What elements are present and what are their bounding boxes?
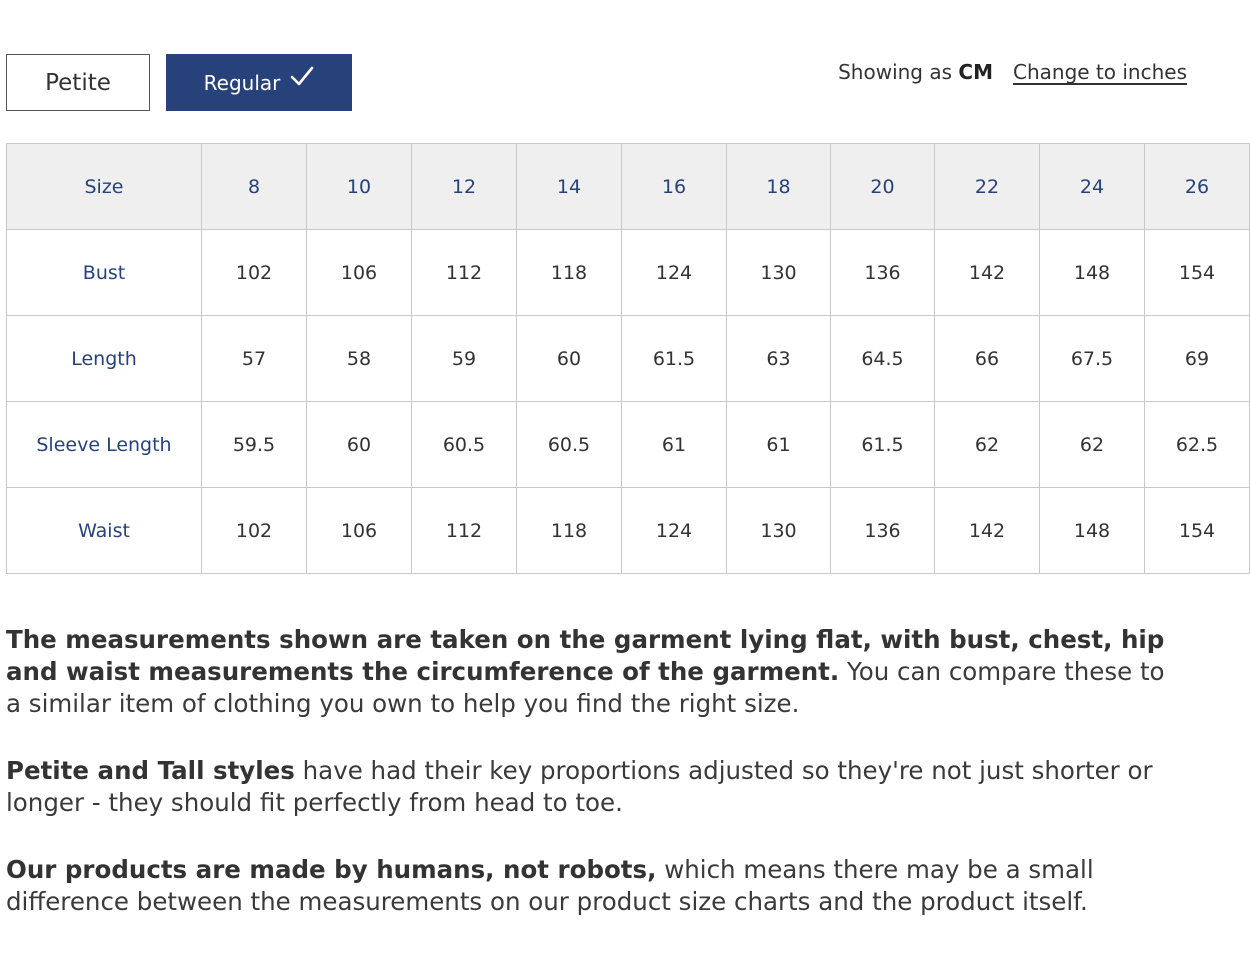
table-cell: 154 xyxy=(1145,230,1250,316)
table-cell: 130 xyxy=(727,230,831,316)
note-measurements-text: You can compare these to a similar item of clothing you own to help you find the right size. xyxy=(6,657,1165,718)
table-cell: 62 xyxy=(935,402,1040,488)
table-cell: 154 xyxy=(1145,488,1250,574)
table-cell: 124 xyxy=(622,230,727,316)
note-petite-tall xyxy=(6,755,1171,819)
table-cell: 60 xyxy=(307,402,412,488)
size-header-label: Size xyxy=(7,144,202,230)
regular-fit-button[interactable] xyxy=(166,54,352,111)
table-cell: 62 xyxy=(1040,402,1145,488)
table-header-row xyxy=(7,144,1250,230)
row-label: Length xyxy=(7,316,202,402)
size-header-cell: 22 xyxy=(935,144,1040,230)
change-to-inches-link[interactable]: Change to inches xyxy=(1013,60,1187,84)
table-cell: 130 xyxy=(727,488,831,574)
table-cell: 61.5 xyxy=(622,316,727,402)
note-made-by-humans-text: which means there may be a small difference between the measurements on our product size charts and the product itself. xyxy=(6,855,1094,916)
note-made-by-humans-bold: Our products are made by humans, not robots, xyxy=(6,855,657,884)
table-cell: 102 xyxy=(202,488,307,574)
table-cell: 118 xyxy=(517,488,622,574)
table-cell: 112 xyxy=(412,488,517,574)
unit-status-prefix: Showing as xyxy=(838,60,953,84)
checkmark-icon xyxy=(290,65,314,89)
note-petite-tall-text: have had their key proportions adjusted so they're not just shorter or longer - they should fit perfectly from head to toe. xyxy=(6,756,1153,817)
table-cell: 102 xyxy=(202,230,307,316)
table-cell: 59.5 xyxy=(202,402,307,488)
table-cell: 59 xyxy=(412,316,517,402)
table-cell: 57 xyxy=(202,316,307,402)
table-cell: 61 xyxy=(622,402,727,488)
petite-fit-label: Petite xyxy=(45,69,111,96)
petite-fit-button[interactable] xyxy=(6,54,150,111)
table-cell: 136 xyxy=(831,230,935,316)
size-header-cell: 20 xyxy=(831,144,935,230)
table-cell: 61.5 xyxy=(831,402,935,488)
note-made-by-humans xyxy=(6,854,1171,918)
current-unit: CM xyxy=(958,60,993,84)
table-cell: 60.5 xyxy=(412,402,517,488)
size-chart-table xyxy=(6,143,1219,579)
row-label: Sleeve Length xyxy=(7,402,202,488)
size-table xyxy=(6,143,1250,574)
table-cell: 69 xyxy=(1145,316,1250,402)
unit-status xyxy=(838,60,993,84)
row-label: Bust xyxy=(7,230,202,316)
fit-toggle xyxy=(6,54,352,111)
size-header-cell: 18 xyxy=(727,144,831,230)
note-petite-tall-bold: Petite and Tall styles xyxy=(6,756,295,785)
table-cell: 148 xyxy=(1040,488,1145,574)
note-measurements xyxy=(6,624,1171,720)
table-cell: 124 xyxy=(622,488,727,574)
table-cell: 64.5 xyxy=(831,316,935,402)
table-row xyxy=(7,230,1250,316)
size-header-cell: 16 xyxy=(622,144,727,230)
size-header-cell: 12 xyxy=(412,144,517,230)
regular-fit-label: Regular xyxy=(203,70,281,95)
table-cell: 58 xyxy=(307,316,412,402)
table-cell: 60.5 xyxy=(517,402,622,488)
table-cell: 106 xyxy=(307,488,412,574)
table-cell: 62.5 xyxy=(1145,402,1250,488)
table-cell: 63 xyxy=(727,316,831,402)
table-cell: 136 xyxy=(831,488,935,574)
table-cell: 67.5 xyxy=(1040,316,1145,402)
table-cell: 61 xyxy=(727,402,831,488)
unit-switcher xyxy=(838,60,1187,84)
table-row xyxy=(7,488,1250,574)
table-cell: 112 xyxy=(412,230,517,316)
size-header-cell: 8 xyxy=(202,144,307,230)
table-cell: 148 xyxy=(1040,230,1145,316)
table-cell: 106 xyxy=(307,230,412,316)
size-header-cell: 10 xyxy=(307,144,412,230)
size-header-cell: 26 xyxy=(1145,144,1250,230)
table-cell: 60 xyxy=(517,316,622,402)
table-cell: 66 xyxy=(935,316,1040,402)
table-cell: 142 xyxy=(935,488,1040,574)
table-cell: 142 xyxy=(935,230,1040,316)
note-measurements-bold: The measurements shown are taken on the garment lying flat, with bust, chest, hip and waist measurements the circumference of the garment. xyxy=(6,625,1165,686)
size-guide-notes xyxy=(6,624,1171,953)
size-header-cell: 24 xyxy=(1040,144,1145,230)
size-header-cell: 14 xyxy=(517,144,622,230)
row-label: Waist xyxy=(7,488,202,574)
table-row xyxy=(7,316,1250,402)
table-row xyxy=(7,402,1250,488)
table-cell: 118 xyxy=(517,230,622,316)
